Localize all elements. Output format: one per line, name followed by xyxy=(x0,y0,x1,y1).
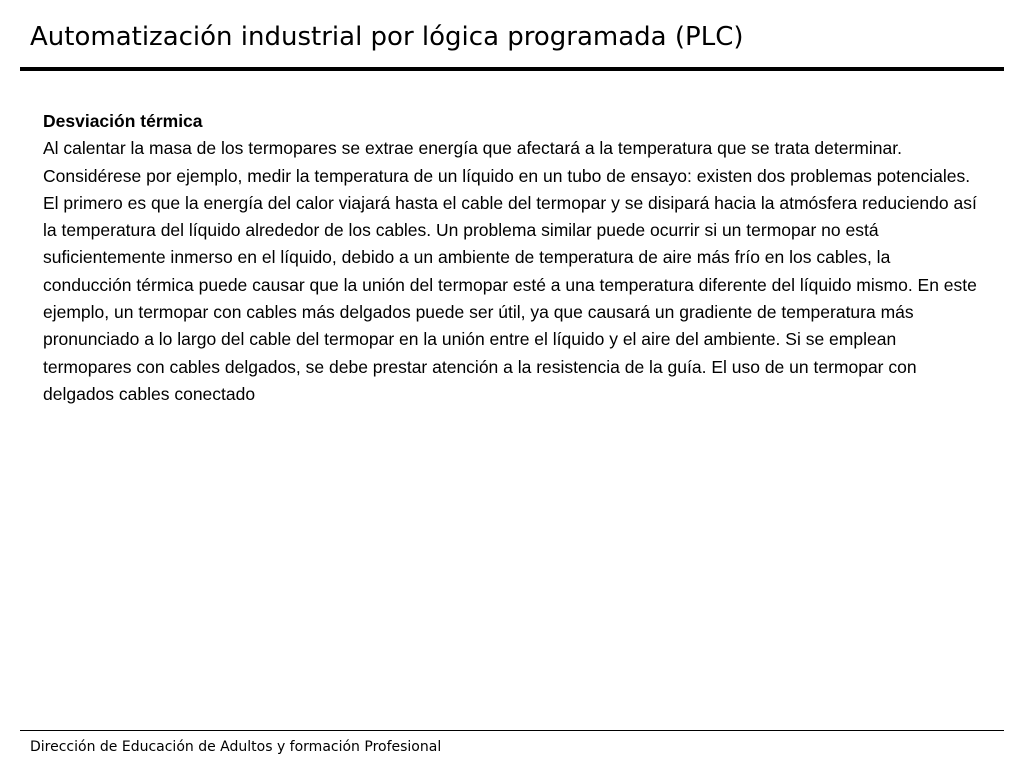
footer-divider xyxy=(20,730,1004,731)
section-heading: Desviación térmica xyxy=(43,111,203,131)
slide-title: Automatización industrial por lógica programada (PLC) xyxy=(30,22,744,52)
title-divider xyxy=(20,67,1004,71)
footer-text: Dirección de Educación de Adultos y formación Profesional xyxy=(30,739,442,755)
section-body: Al calentar la masa de los termopares se extrae energía que afectará a la temperatura que se trata determinar. Considérese por ejemplo, medir la temperatura de un líquido en un tubo de ensayo: existen dos problemas potenciales. El primero es que la energía del calor viajará hasta el cable del termopar y se disipará hacia la atmósfera reduciendo así la temperatura del líquido alrededor de los cables. Un problema similar puede ocurrir si un termopar no está suficientemente inmerso en el líquido, debido a un ambiente de temperatura de aire más frío en los cables, la conducción térmica puede causar que la unión del termopar esté a una temperatura diferente del líquido mismo. En este ejemplo, un termopar con cables más delgados puede ser útil, ya que causará un gradiente de temperatura más pronunciado a lo largo del cable del termopar en la unión entre el líquido y el aire del ambiente. Si se emplean termopares con cables delgados, se debe prestar atención a la resistencia de la guía. El uso de un termopar con delgados cables conectado xyxy=(43,138,977,404)
slide-content xyxy=(43,108,978,408)
